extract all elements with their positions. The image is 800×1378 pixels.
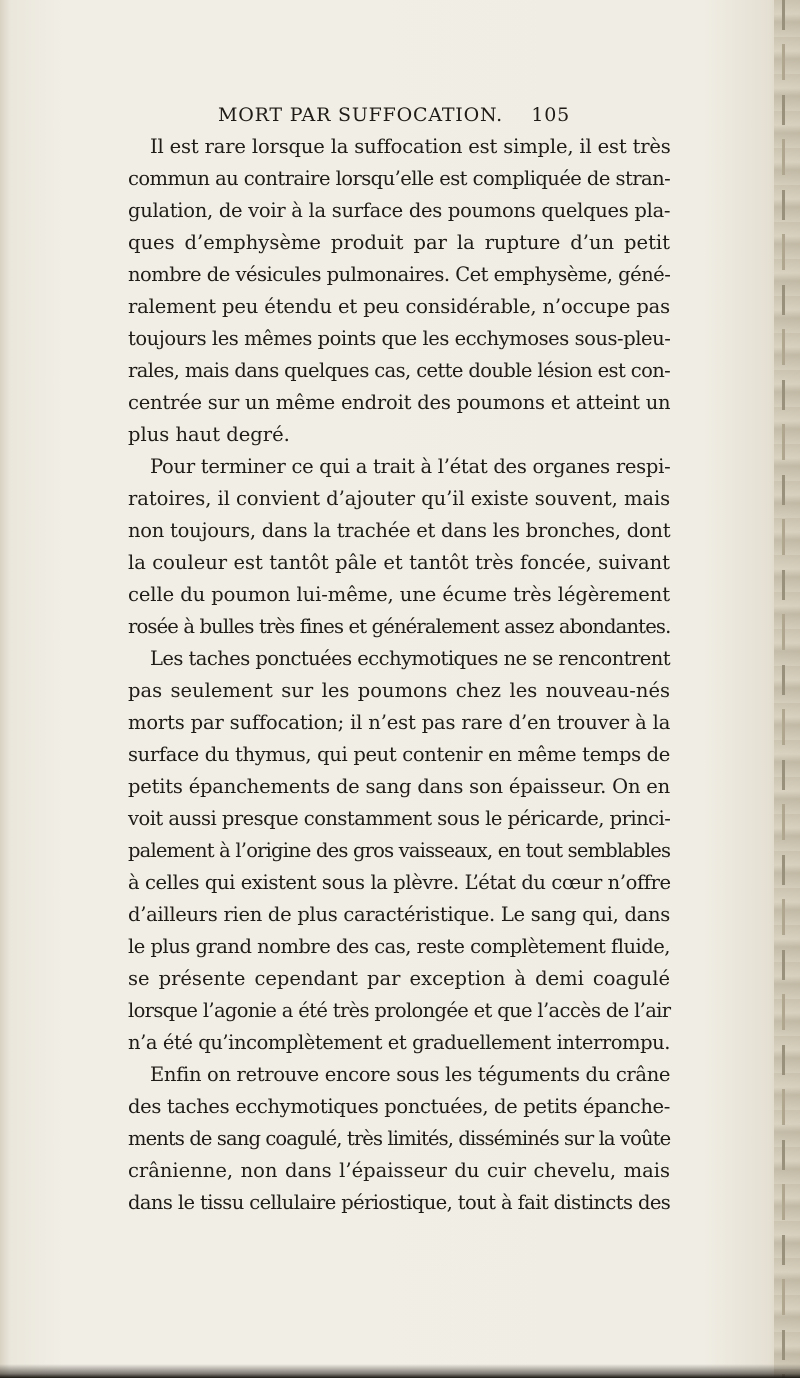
text-line: la couleur est tantôt pâle et tantôt très foncée, suivant bbox=[128, 551, 670, 574]
page-number: 105 bbox=[531, 104, 570, 126]
text-line: celle du poumon lui-même, une écume très légèrement bbox=[128, 583, 670, 606]
text-line: ments de sang coagulé, très limités, disséminés sur la voûte bbox=[128, 1127, 671, 1150]
text-line: lorsque l’agonie a été très prolongée et que l’accès de l’air bbox=[128, 999, 671, 1022]
text-line: voit aussi presque constamment sous le péricarde, princi- bbox=[128, 807, 671, 830]
text-line: petits épanchements de sang dans son épaisseur. On en bbox=[128, 775, 670, 798]
text-line: centrée sur un même endroit des poumons et atteint un bbox=[128, 391, 671, 414]
text-line: rales, mais dans quelques cas, cette double lésion est con- bbox=[128, 359, 671, 382]
text-line: plus haut degré. bbox=[128, 423, 290, 446]
text-line: d’ailleurs rien de plus caractéristique. Le sang qui, dans bbox=[128, 903, 670, 926]
text-line: non toujours, dans la trachée et dans les bronches, dont bbox=[128, 519, 671, 542]
text-line: des taches ecchymotiques ponctuées, de petits épanche- bbox=[128, 1095, 670, 1118]
text-line: se présente cependant par exception à demi coagulé bbox=[128, 967, 670, 990]
page-left-edge bbox=[0, 0, 10, 1378]
text-line: ques d’emphysème produit par la rupture d’un petit bbox=[128, 231, 670, 254]
page-bottom-edge bbox=[0, 1364, 800, 1378]
running-header bbox=[218, 104, 570, 130]
text-line: gulation, de voir à la surface des poumons quelques pla- bbox=[128, 199, 671, 222]
text-line: rosée à bulles très fines et généralement assez abondantes. bbox=[128, 615, 671, 638]
text-line: Il est rare lorsque la suffocation est simple, il est très bbox=[150, 135, 671, 158]
body-text bbox=[128, 131, 670, 1219]
page-right-edge bbox=[774, 0, 800, 1378]
text-line: toujours les mêmes points que les ecchymoses sous-pleu- bbox=[128, 327, 671, 350]
text-line: nombre de vésicules pulmonaires. Cet emphysème, géné- bbox=[128, 263, 671, 286]
text-line: crânienne, non dans l’épaisseur du cuir chevelu, mais bbox=[128, 1159, 670, 1182]
text-line: palement à l’origine des gros vaisseaux, en tout semblables bbox=[128, 839, 671, 862]
text-line: le plus grand nombre des cas, reste complètement fluide, bbox=[128, 935, 670, 958]
text-line: ratoires, il convient d’ajouter qu’il existe souvent, mais bbox=[128, 487, 671, 510]
text-line: morts par suffocation; il n’est pas rare d’en trouver à la bbox=[128, 711, 671, 734]
text-line: surface du thymus, qui peut contenir en même temps de bbox=[128, 743, 670, 766]
text-line: ralement peu étendu et peu considérable, n’occupe pas bbox=[128, 295, 670, 318]
text-line: Les taches ponctuées ecchymotiques ne se rencontrent bbox=[150, 647, 670, 670]
text-line: dans le tissu cellulaire périostique, tout à fait distincts des bbox=[128, 1191, 671, 1214]
text-line: Pour terminer ce qui a trait à l’état des organes respi- bbox=[150, 455, 671, 478]
text-line: Enfin on retrouve encore sous les téguments du crâne bbox=[150, 1063, 671, 1086]
text-line: à celles qui existent sous la plèvre. L’état du cœur n’offre bbox=[128, 871, 671, 894]
text-line: n’a été qu’incomplètement et graduellement interrompu. bbox=[128, 1031, 670, 1054]
text-line: pas seulement sur les poumons chez les nouveau-nés bbox=[128, 679, 670, 702]
running-title: MORT PAR SUFFOCATION. bbox=[218, 104, 504, 126]
text-line: commun au contraire lorsqu’elle est compliquée de stran- bbox=[128, 167, 671, 190]
